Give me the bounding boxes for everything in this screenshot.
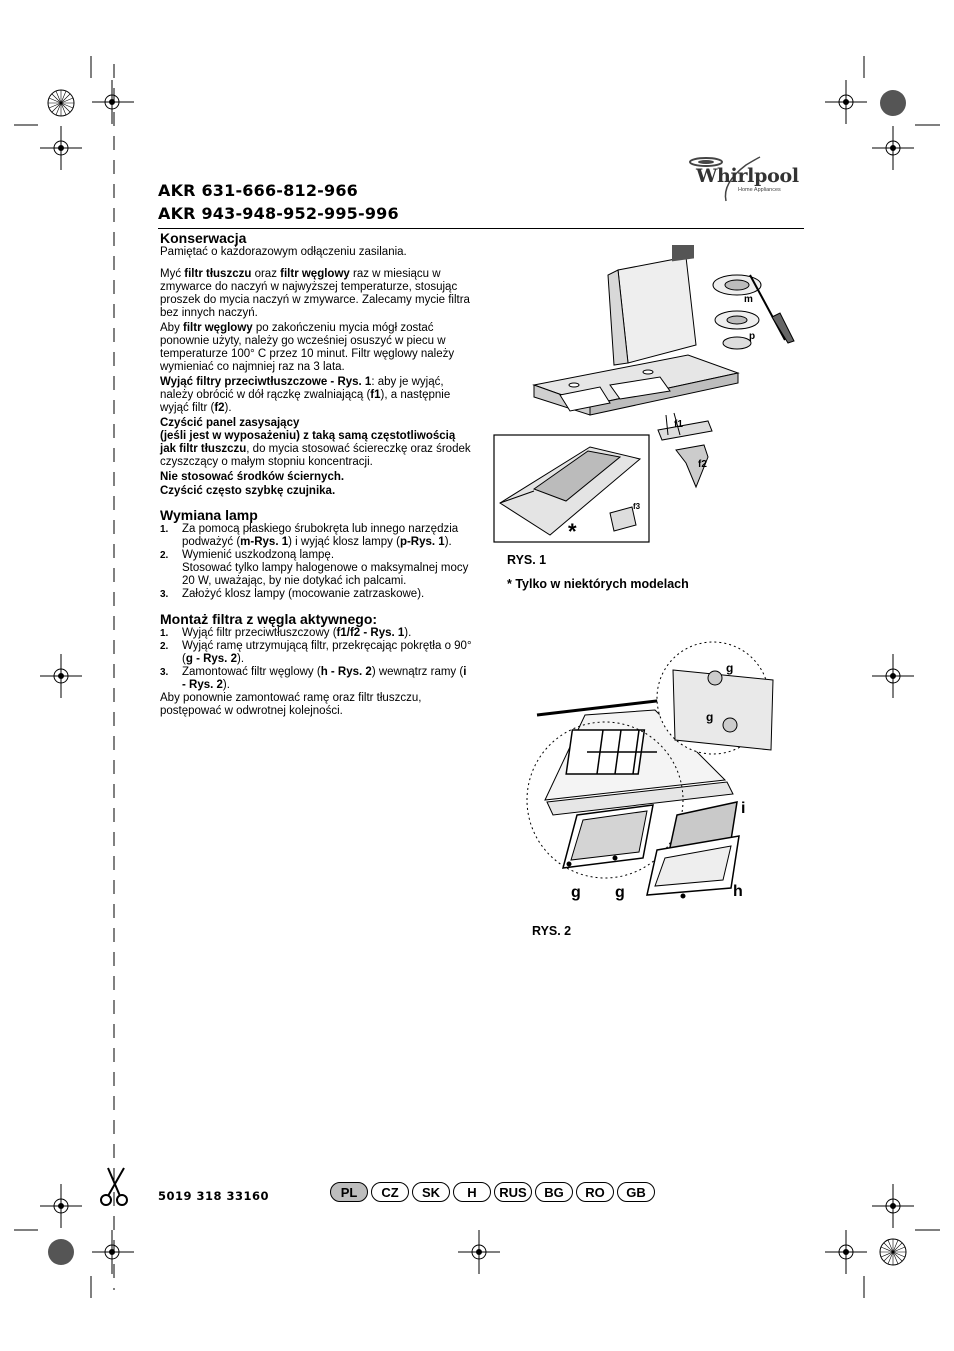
step-number: 2. xyxy=(160,550,169,561)
text-run: Zamontować filtr węglowy ( xyxy=(182,666,321,678)
text-bold: Nie stosować środków ściernych. xyxy=(160,471,345,483)
text-run: ) i wyjąć klosz lampy ( xyxy=(288,536,400,548)
lang-pill-pl[interactable]: PL xyxy=(330,1182,368,1202)
text-bold: filtr węglowy xyxy=(280,268,350,280)
figure-caption-rys1: RYS. 1 xyxy=(507,553,547,567)
model-title-line1: AKR 631-666-812-966 xyxy=(158,181,358,200)
step-number: 3. xyxy=(160,667,169,678)
step-number: 2. xyxy=(160,641,169,652)
text-run: ), a następnie wyjąć filtr ( xyxy=(160,389,451,414)
maintenance-p3 xyxy=(160,322,472,374)
label-g-2: g xyxy=(615,884,625,901)
label-f2: f2 xyxy=(698,459,707,470)
text-run: Wyjąć ramę utrzymującą filtr, przekręcając pokrętła o 90° ( xyxy=(182,640,472,665)
lang-pill-rus[interactable]: RUS xyxy=(494,1182,532,1202)
label-g-zoom-1: g xyxy=(726,661,734,675)
text-bold: f1 xyxy=(370,389,381,401)
maintenance-p6 xyxy=(160,471,472,484)
text-bold: Czyścić panel zasysający xyxy=(160,417,300,429)
text-bold: f1/f2 - Rys. 1 xyxy=(336,627,405,639)
lang-pill-cz[interactable]: CZ xyxy=(371,1182,409,1202)
text-run: Wyjąć filtr przeciwtłuszczowy ( xyxy=(182,627,337,639)
maintenance-p7 xyxy=(160,485,472,498)
label-f3: f3 xyxy=(633,502,641,511)
label-i: i xyxy=(741,800,746,817)
text-run: oraz xyxy=(251,268,281,280)
filter-steps xyxy=(160,627,472,692)
text-bold: g - Rys. 2 xyxy=(185,653,237,665)
maintenance-body xyxy=(160,246,472,498)
text-run: Stosować tylko lampy halogenowe o maksymalnej mocy 20 W, uważając, by nie dotykać ich palcami. xyxy=(182,562,469,587)
text-bold: Wyjąć filtry przeciwtłuszczowe - Rys. 1 xyxy=(160,376,372,388)
text-run: raz w miesiącu w zmywarce do naczyń w najwyższej temperaturze, stosując proszek do mycia naczyń w zmywarce. Zalecamy mycie filtra bez innych naczyń. xyxy=(160,268,470,319)
list-item xyxy=(160,549,472,588)
brand-name: Whirlpool xyxy=(696,165,799,187)
list-item xyxy=(160,627,472,640)
text-run: po zakończeniu mycia mógł zostać ponownie użyty, należy go wcześniej osuszyć w piecu w temperaturze 100° C przez 10 minut. Filtr węglowy należy wymieniać co najmniej raz na 3 lata. xyxy=(160,322,455,373)
header-divider xyxy=(158,228,804,229)
maintenance-p1: Pamiętać o każdorazowym odłączeniu zasilania. xyxy=(160,246,407,258)
label-g-zoom-2: g xyxy=(706,710,714,724)
text-bold: p-Rys. 1 xyxy=(399,536,445,548)
step-number: 1. xyxy=(160,524,169,535)
text-run: : aby je wyjąć, należy obrócić w dół rączkę zwalniającą ( xyxy=(160,376,444,401)
figure-caption-rys2: RYS. 2 xyxy=(532,924,572,938)
text-run: ). xyxy=(222,679,230,691)
text-run: ) wewnątrz ramy ( xyxy=(371,666,464,678)
maintenance-p5 xyxy=(160,417,472,469)
text-run: Aby xyxy=(160,322,184,334)
lang-pill-gb[interactable]: GB xyxy=(617,1182,655,1202)
text-run: Założyć klosz lampy (mocowanie zatrzaskowe). xyxy=(182,588,425,600)
list-item xyxy=(160,640,472,666)
text-run: Myć xyxy=(160,268,185,280)
text-run: ). xyxy=(404,627,412,639)
lang-pill-ro[interactable]: RO xyxy=(576,1182,614,1202)
lamp-steps xyxy=(160,523,472,601)
text-bold: f2 xyxy=(214,402,225,414)
label-star: * xyxy=(568,519,577,544)
figure-note-some-models: * Tylko w niektórych modelach xyxy=(507,577,689,591)
figure-rys2 xyxy=(525,640,790,910)
text-run: ). xyxy=(224,402,232,414)
text-run: ). xyxy=(444,536,452,548)
text-bold: m-Rys. 1 xyxy=(240,536,289,548)
text-bold: filtr tłuszczu xyxy=(184,268,252,280)
list-item xyxy=(160,588,472,601)
text-bold: h - Rys. 2 xyxy=(320,666,372,678)
list-item xyxy=(160,523,472,549)
text-bold: filtr węglowy xyxy=(183,322,253,334)
text-column xyxy=(160,230,472,720)
text-bold: Czyścić często szybkę czujnika. xyxy=(160,485,336,497)
step-number: 1. xyxy=(160,628,169,639)
text-bold: i - Rys. 2 xyxy=(182,666,467,691)
label-f1: f1 xyxy=(674,419,683,430)
document-code: 5019 318 33160 xyxy=(158,1189,270,1203)
brand-logo xyxy=(686,153,806,205)
text-run: ). xyxy=(236,653,245,665)
label-p: p xyxy=(749,331,756,342)
label-h: h xyxy=(733,883,743,900)
list-item xyxy=(160,666,472,692)
maintenance-p4 xyxy=(160,376,472,415)
text-run: Wymienić uszkodzoną lampę. xyxy=(182,549,335,561)
crosshair-mark-tl xyxy=(92,80,134,124)
language-selector xyxy=(330,1182,655,1202)
label-g-1: g xyxy=(571,884,581,901)
text-run: , do mycia stosować ściereczkę oraz środek czyszczący o małym stopniu koncentracji. xyxy=(160,443,471,468)
section-heading-maintenance: Konserwacja xyxy=(160,230,247,246)
filter-closing: Aby ponownie zamontować ramę oraz filtr tłuszczu, postępować w odwrotnej kolejności. xyxy=(160,692,422,717)
maintenance-p2 xyxy=(160,268,472,320)
lang-pill-sk[interactable]: SK xyxy=(412,1182,450,1202)
text-run: Za pomocą płaskiego śrubokręta lub innego narzędzia podważyć ( xyxy=(182,523,459,548)
label-m: m xyxy=(744,294,753,305)
lang-pill-bg[interactable]: BG xyxy=(535,1182,573,1202)
model-title-line2: AKR 943-948-952-995-996 xyxy=(158,204,399,223)
lang-pill-h[interactable]: H xyxy=(453,1182,491,1202)
figure-rys1 xyxy=(490,245,810,550)
text-bold: (jeśli jest w wyposażeniu) z taką samą częstotliwością jak filtr tłuszczu xyxy=(160,430,456,455)
section-heading-filter: Montaż filtra z węgla aktywnego: xyxy=(160,611,378,627)
brand-subtitle: Home Appliances xyxy=(738,187,781,193)
step-number: 3. xyxy=(160,589,169,600)
section-heading-lamp: Wymiana lamp xyxy=(160,507,258,523)
